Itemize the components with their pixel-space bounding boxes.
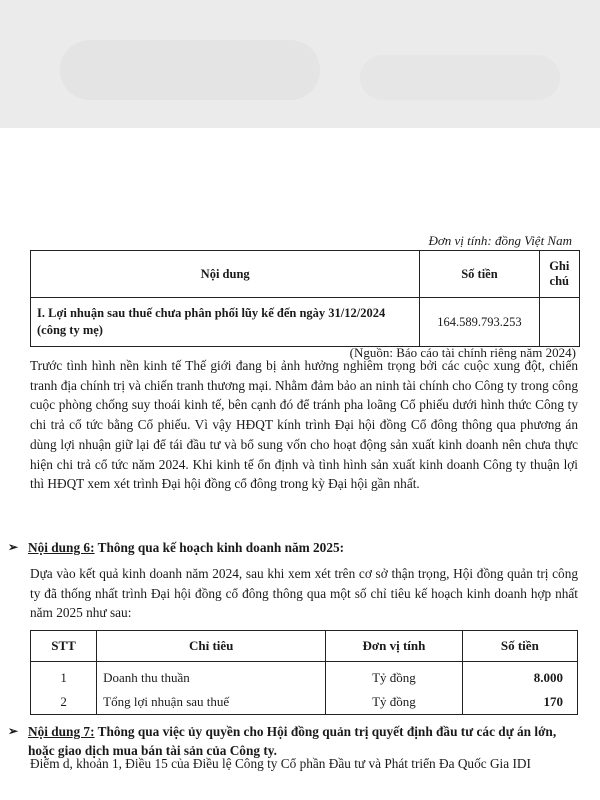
profit-row-amount: 164.589.793.253 [420, 298, 539, 347]
profit-table [30, 250, 580, 347]
section-7-label: Nội dung 7: [28, 724, 95, 739]
plan-indicator: Tổng lợi nhuận sau thuế [97, 690, 326, 715]
plan-table-header [31, 631, 578, 662]
arrow-bullet-icon: ➢ [8, 724, 19, 738]
profit-table-header [31, 251, 580, 298]
section-6-heading [8, 538, 344, 557]
section-6-title: Thông qua kế hoạch kinh doanh năm 2025: [94, 540, 345, 555]
plan-stt: 1 [31, 662, 97, 691]
table-row [31, 298, 580, 347]
dividend-paragraph: Trước tình hình nền kinh tế Thế giới đang bị ảnh hưởng nghiêm trọng bởi các cuộc xung đột, chiến tranh địa chính trị và chiến tranh thương mại. Nhằm đảm bảo an ninh tài chính cho Công ty trong công cuộc phòng chống suy thoái kinh tế, bên cạnh đó để tránh pha loãng Cổ phiếu dưới hình thức Công ty chi trả cổ tức bằng Cổ phiếu. Vì vậy HĐQT kính trình Đại hội đồng Cổ đông thông qua phương án dùng lợi nhuận giữ lại để tái đầu tư và bổ sung vốn cho hoạt động sản xuất kinh doanh nên chưa thực hiện chi trả cổ tức năm 2024. Khi kinh tế ổn định và tình hình sản xuất kinh doanh Công ty thuận lợi thì HĐQT xem xét trình Đại hội đồng cổ đông trong kỳ Đại hội gần nhất. [30, 358, 578, 492]
header-amount: Số tiền [462, 631, 577, 662]
section-6-label: Nội dung 6: [28, 540, 95, 555]
header-stt: STT [31, 631, 97, 662]
plan-amount: 170 [462, 690, 577, 715]
header-content: Nội dung [31, 251, 420, 298]
scan-shadow [360, 55, 560, 100]
plan-stt: 2 [31, 690, 97, 715]
table-row [31, 690, 578, 715]
profit-row-content: I. Lợi nhuận sau thuế chưa phân phối lũy kế đến ngày 31/12/2024 (công ty mẹ) [31, 298, 420, 347]
header-note: Ghi chú [539, 251, 579, 298]
plan-unit: Tỷ đồng [326, 690, 462, 715]
plan-indicator: Doanh thu thuần [97, 662, 326, 691]
header-unit: Đơn vị tính [326, 631, 462, 662]
currency-unit-note: Đơn vị tính: đồng Việt Nam [428, 233, 572, 248]
header-amount: Số tiền [420, 251, 539, 298]
source-note: (Nguồn: Báo cáo tài chính riêng năm 2024) [349, 345, 576, 360]
scan-shadow [60, 40, 320, 100]
business-plan-paragraph: Dựa vào kết quả kinh doanh năm 2024, sau khi xem xét trên cơ sở thận trọng, Hội đồng quản trị công ty đã thống nhất trình Đại hội đồng cổ đông thông qua một số chỉ tiêu kế hoạch kinh doanh hợp nhất năm 2025 như sau: [30, 566, 578, 621]
charter-reference-paragraph: Điểm d, khoản 1, Điều 15 của Điều lệ Công ty Cổ phần Đầu tư và Phát triển Đa Quốc Gia IDI [30, 756, 531, 771]
arrow-bullet-icon: ➢ [8, 540, 19, 554]
business-plan-table [30, 630, 578, 715]
section-7-title: Thông qua việc ủy quyền cho Hội đồng quản trị quyết định đầu tư các dự án lớn, hoặc giao dịch mua bán tài sản của Công ty. [28, 724, 557, 758]
page-top-margin [0, 0, 600, 128]
table-row [31, 662, 578, 691]
plan-unit: Tỷ đồng [326, 662, 462, 691]
header-indicator: Chỉ tiêu [97, 631, 326, 662]
plan-amount: 8.000 [462, 662, 577, 691]
profit-row-note [539, 298, 579, 347]
